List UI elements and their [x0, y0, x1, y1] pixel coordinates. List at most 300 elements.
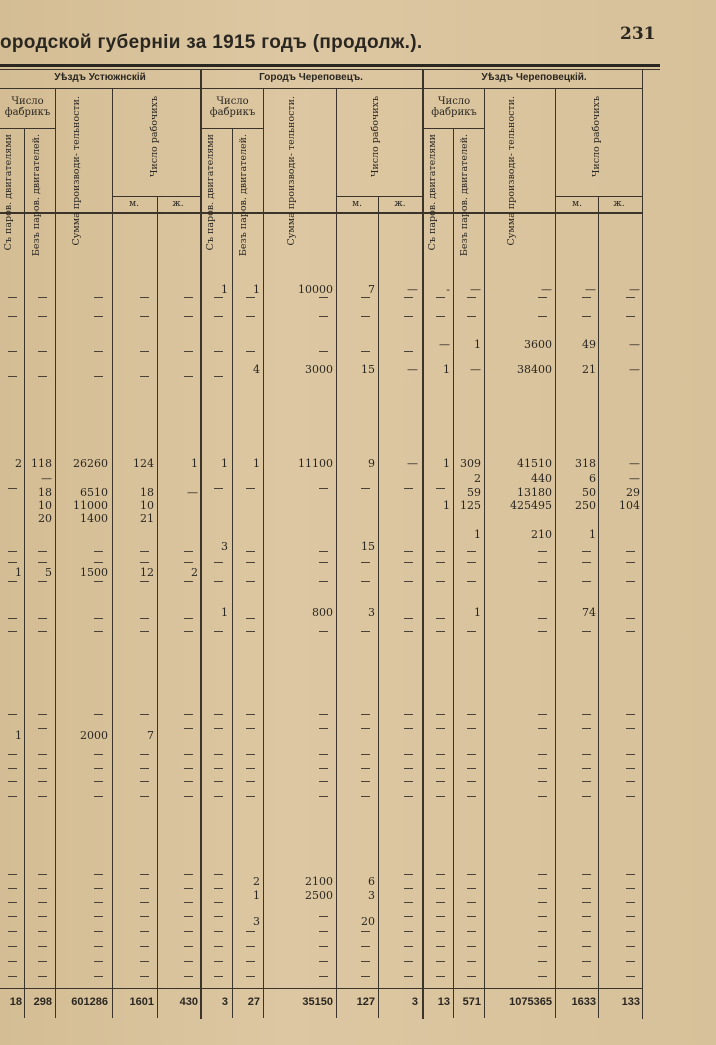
dash-mark [214, 376, 223, 377]
dash-mark [361, 768, 370, 769]
dash-mark [214, 768, 223, 769]
dash-mark [538, 728, 547, 729]
dash-mark [319, 631, 328, 632]
table-cell: 2500 [305, 889, 333, 902]
dash-mark [184, 376, 193, 377]
dash-mark [436, 874, 445, 875]
table-cell: — [41, 472, 52, 485]
dash-mark [38, 874, 47, 875]
total-cell: 13 [437, 996, 450, 1008]
hdr-men-3: м. [572, 199, 582, 209]
dash-mark [467, 931, 476, 932]
total-cell: 3 [411, 996, 418, 1008]
dash-mark [404, 714, 413, 715]
dash-mark [319, 297, 328, 298]
table-cell: 6510 [80, 486, 108, 499]
dash-mark [361, 714, 370, 715]
dash-mark [404, 488, 413, 489]
dash-mark [538, 902, 547, 903]
table-cell: 1 [253, 283, 260, 296]
dash-mark [246, 728, 255, 729]
dash-mark [184, 888, 193, 889]
table-cell: 10 [140, 499, 154, 512]
dash-mark [626, 796, 635, 797]
dash-mark [214, 631, 223, 632]
table-cell: 11000 [73, 499, 108, 512]
hdr-without-engines-3: Безъ парoв. двигателей. [459, 134, 470, 257]
dash-mark [246, 562, 255, 563]
dash-mark [582, 916, 591, 917]
dash-mark [436, 714, 445, 715]
table-cell: 118 [31, 457, 52, 470]
hdr-workers-1: Число рабочихъ [149, 96, 160, 177]
dash-mark [184, 728, 193, 729]
dash-mark [140, 888, 149, 889]
dash-mark [38, 581, 47, 582]
dash-mark [140, 976, 149, 977]
dash-mark [94, 961, 103, 962]
total-cell: 18 [9, 996, 22, 1008]
dash-mark [140, 631, 149, 632]
hdr-num-factories-1: Число фабрикъ [4, 96, 51, 118]
dash-mark [214, 946, 223, 947]
dash-mark [8, 488, 17, 489]
dash-mark [404, 351, 413, 352]
table-cell: — [407, 457, 418, 470]
table-cell: 20 [361, 915, 375, 928]
dash-mark [184, 754, 193, 755]
dash-mark [626, 316, 635, 317]
dash-mark [538, 618, 547, 619]
dash-mark [214, 961, 223, 962]
dash-mark [582, 902, 591, 903]
dash-mark [538, 916, 547, 917]
dash-mark [626, 961, 635, 962]
dash-mark [94, 796, 103, 797]
dash-mark [184, 768, 193, 769]
dash-mark [436, 946, 445, 947]
dash-mark [582, 581, 591, 582]
col-line [378, 196, 379, 1018]
dash-mark [184, 781, 193, 782]
dash-mark [436, 796, 445, 797]
dash-mark [184, 796, 193, 797]
dash-mark [626, 916, 635, 917]
total-cell: 298 [33, 996, 52, 1008]
dash-mark [8, 931, 17, 932]
dash-mark [436, 297, 445, 298]
table-cell: 1 [221, 283, 228, 296]
dash-mark [467, 961, 476, 962]
dash-mark [361, 961, 370, 962]
table-cell: 21 [582, 363, 596, 376]
district-ustyuzhna: Уѣздъ Устюжнскій [54, 72, 146, 83]
table-cell: — [629, 472, 640, 485]
dash-mark [467, 297, 476, 298]
dash-mark [184, 631, 193, 632]
dash-mark [140, 961, 149, 962]
dash-mark [361, 754, 370, 755]
dash-mark [436, 888, 445, 889]
table-cell: — [439, 338, 450, 351]
dash-mark [94, 946, 103, 947]
hdr-without-engines-1: Безъ парoв. двигателей. [31, 134, 42, 257]
total-cell: 571 [462, 996, 481, 1008]
dash-mark [436, 581, 445, 582]
dash-mark [467, 874, 476, 875]
dash-mark [626, 551, 635, 552]
dash-mark [214, 902, 223, 903]
header-rule-thin [0, 69, 660, 70]
table-cell: 74 [582, 606, 596, 619]
total-cell: 35150 [302, 996, 333, 1008]
dash-mark [626, 781, 635, 782]
dash-mark [319, 714, 328, 715]
table-cell: 49 [582, 338, 596, 351]
dash-mark [626, 618, 635, 619]
dash-mark [8, 888, 17, 889]
table-cell: 1 [15, 566, 22, 579]
table-cell: 1 [443, 363, 450, 376]
table-cell: — [187, 486, 198, 499]
table-cell: 124 [133, 457, 154, 470]
dash-mark [246, 754, 255, 755]
col-line [232, 128, 233, 1018]
hdr-workers-3: Число рабочихъ [591, 96, 602, 177]
table-cell: — [541, 283, 552, 296]
table-cell: 3600 [524, 338, 552, 351]
dash-mark [404, 874, 413, 875]
table-cell: 21 [140, 512, 154, 525]
dash-mark [582, 631, 591, 632]
hdr-without-engines-2: Безъ парoв. двигателей. [238, 134, 249, 257]
col-line [555, 88, 556, 1018]
table-cell: 15 [361, 540, 375, 553]
dash-mark [626, 874, 635, 875]
page-number: 231 [620, 24, 656, 44]
dash-mark [214, 781, 223, 782]
dash-mark [246, 297, 255, 298]
dash-mark [140, 781, 149, 782]
dash-mark [94, 581, 103, 582]
table-cell: 3 [368, 889, 375, 902]
dash-mark [404, 618, 413, 619]
dash-mark [436, 931, 445, 932]
dash-mark [361, 976, 370, 977]
dash-mark [361, 781, 370, 782]
total-cell: 1075365 [509, 996, 552, 1008]
dash-mark [467, 768, 476, 769]
dash-mark [94, 902, 103, 903]
dash-mark [467, 714, 476, 715]
dash-mark [184, 714, 193, 715]
dash-mark [582, 562, 591, 563]
dash-mark [436, 754, 445, 755]
hdr-men-1: м. [129, 199, 139, 209]
table-cell: 1 [253, 457, 260, 470]
dash-mark [626, 728, 635, 729]
dash-mark [436, 488, 445, 489]
dash-mark [140, 931, 149, 932]
total-cell: 133 [621, 996, 640, 1008]
dash-mark [94, 781, 103, 782]
dash-mark [626, 714, 635, 715]
dash-mark [38, 631, 47, 632]
dash-mark [538, 714, 547, 715]
dash-mark [626, 946, 635, 947]
dash-mark [184, 902, 193, 903]
dash-mark [582, 874, 591, 875]
dash-mark [8, 946, 17, 947]
dash-mark [184, 976, 193, 977]
dash-mark [184, 551, 193, 552]
dash-mark [8, 961, 17, 962]
dash-mark [436, 728, 445, 729]
table-cell: — [407, 363, 418, 376]
dash-mark [319, 728, 328, 729]
table-cell: 1500 [80, 566, 108, 579]
dash-mark [8, 297, 17, 298]
dash-mark [246, 961, 255, 962]
dash-mark [582, 976, 591, 977]
table-cell: 59 [467, 486, 481, 499]
dash-mark [626, 931, 635, 932]
col-line [484, 88, 485, 1018]
dash-mark [319, 781, 328, 782]
dash-mark [246, 976, 255, 977]
dash-mark [140, 796, 149, 797]
table-cell: 800 [312, 606, 333, 619]
dash-mark [467, 781, 476, 782]
dash-mark [404, 728, 413, 729]
dash-mark [8, 874, 17, 875]
dash-mark [582, 946, 591, 947]
dash-mark [467, 581, 476, 582]
dash-mark [246, 631, 255, 632]
dash-mark [140, 297, 149, 298]
table-cell: — [585, 283, 596, 296]
header-bottom-rule [0, 212, 642, 214]
table-cell: 2 [191, 566, 198, 579]
dash-mark [184, 618, 193, 619]
hdr-with-engines-3: Съ парoв. двигателями [427, 134, 438, 251]
dash-mark [404, 754, 413, 755]
dash-mark [626, 754, 635, 755]
dash-mark [467, 754, 476, 755]
table-cell: 1 [15, 729, 22, 742]
dash-mark [538, 562, 547, 563]
table-cell: 1 [443, 499, 450, 512]
page-title: ородской губерніи за 1915 годъ (продолж.). [0, 32, 423, 53]
table-cell: 2 [15, 457, 22, 470]
col-line [157, 196, 158, 1018]
col-line [112, 88, 113, 1018]
dash-mark [404, 581, 413, 582]
table-cell: — [629, 283, 640, 296]
dash-mark [246, 316, 255, 317]
table-cell: 1 [589, 528, 596, 541]
dash-mark [8, 562, 17, 563]
table-cell: 1 [221, 606, 228, 619]
header-rule [0, 64, 660, 67]
table-cell: 20 [38, 512, 52, 525]
dash-mark [8, 916, 17, 917]
dash-mark [436, 562, 445, 563]
dash-mark [8, 754, 17, 755]
totals-rule [0, 988, 642, 989]
table-cell: — [629, 363, 640, 376]
dash-mark [582, 931, 591, 932]
header-inner-rule [0, 128, 55, 129]
header-inner-rule [424, 128, 484, 129]
table-cell: 1400 [80, 512, 108, 525]
dash-mark [582, 728, 591, 729]
dash-mark [436, 768, 445, 769]
dash-mark [184, 874, 193, 875]
total-cell: 601286 [71, 996, 108, 1008]
dash-mark [140, 618, 149, 619]
dash-mark [582, 297, 591, 298]
dash-mark [38, 976, 47, 977]
dash-mark [246, 351, 255, 352]
dash-mark [214, 888, 223, 889]
dash-mark [38, 916, 47, 917]
table-cell: 1 [221, 457, 228, 470]
dash-mark [538, 768, 547, 769]
dash-mark [184, 562, 193, 563]
dash-mark [140, 581, 149, 582]
table-cell: 318 [575, 457, 596, 470]
dash-mark [140, 351, 149, 352]
dash-mark [8, 976, 17, 977]
dash-mark [361, 728, 370, 729]
dash-mark [404, 961, 413, 962]
dash-mark [538, 796, 547, 797]
dash-mark [94, 754, 103, 755]
table-cell: 1 [191, 457, 198, 470]
district-cherepovets-uezd: Уѣздъ Череповецкій. [481, 72, 587, 83]
dash-mark [184, 961, 193, 962]
dash-mark [94, 714, 103, 715]
table-cell: 4 [253, 363, 260, 376]
table-cell: 6 [589, 472, 596, 485]
dash-mark [436, 976, 445, 977]
dash-mark [626, 562, 635, 563]
dash-mark [8, 714, 17, 715]
table-cell: 309 [460, 457, 481, 470]
dash-mark [38, 351, 47, 352]
dash-mark [140, 916, 149, 917]
dash-mark [184, 946, 193, 947]
dash-mark [467, 316, 476, 317]
dash-mark [467, 916, 476, 917]
dash-mark [246, 581, 255, 582]
header-inner-rule [555, 196, 642, 197]
district-cherepovets-city: Городъ Череповецъ. [259, 72, 363, 83]
dash-mark [38, 618, 47, 619]
dash-mark [246, 618, 255, 619]
dash-mark [404, 316, 413, 317]
table-cell: 2100 [305, 875, 333, 888]
dash-mark [404, 976, 413, 977]
hdr-production-3: Сумма производи- тельности. [506, 96, 517, 246]
dash-mark [38, 781, 47, 782]
dash-mark [214, 351, 223, 352]
dash-mark [8, 551, 17, 552]
dash-mark [538, 888, 547, 889]
dash-mark [538, 551, 547, 552]
dash-mark [94, 976, 103, 977]
hdr-production-1: Сумма производи- тельности. [71, 96, 82, 246]
dash-mark [626, 297, 635, 298]
dash-mark [38, 768, 47, 769]
dash-mark [404, 931, 413, 932]
dash-mark [214, 796, 223, 797]
dash-mark [582, 754, 591, 755]
dash-mark [94, 631, 103, 632]
dash-mark [319, 581, 328, 582]
dash-mark [319, 961, 328, 962]
dash-mark [319, 946, 328, 947]
dash-mark [140, 376, 149, 377]
table-cell: 50 [582, 486, 596, 499]
table-cell: — [407, 283, 418, 296]
dash-mark [246, 781, 255, 782]
table-cell: 2000 [80, 729, 108, 742]
dash-mark [8, 618, 17, 619]
dash-mark [404, 297, 413, 298]
dash-mark [38, 728, 47, 729]
table-cell: 2 [253, 875, 260, 888]
dash-mark [214, 488, 223, 489]
dash-mark [140, 768, 149, 769]
dash-mark [582, 551, 591, 552]
table-cell: — [470, 283, 481, 296]
dash-mark [436, 902, 445, 903]
table-cell: — [629, 338, 640, 351]
dash-mark [94, 562, 103, 563]
dash-mark [467, 562, 476, 563]
hdr-production-2: Сумма производи- тельности. [286, 96, 297, 246]
dash-mark [582, 888, 591, 889]
dash-mark [94, 931, 103, 932]
table-cell: 5 [45, 566, 52, 579]
table-cell: 38400 [517, 363, 552, 376]
hdr-num-factories-2: Число фабрикъ [209, 96, 256, 118]
dash-mark [404, 781, 413, 782]
dash-mark [38, 316, 47, 317]
dash-mark [404, 916, 413, 917]
dash-mark [184, 916, 193, 917]
dash-mark [626, 768, 635, 769]
dash-mark [38, 714, 47, 715]
dash-mark [38, 754, 47, 755]
dash-mark [94, 316, 103, 317]
col-line [263, 88, 264, 1018]
table-cell: 250 [575, 499, 596, 512]
dash-mark [214, 728, 223, 729]
hdr-women-2: ж. [394, 199, 406, 209]
dash-mark [184, 351, 193, 352]
dash-mark [319, 931, 328, 932]
table-cell: 6 [368, 875, 375, 888]
dash-mark [214, 976, 223, 977]
dash-mark [436, 631, 445, 632]
total-cell: 430 [179, 996, 198, 1008]
dash-mark [8, 796, 17, 797]
dash-mark [361, 562, 370, 563]
dash-mark [8, 768, 17, 769]
